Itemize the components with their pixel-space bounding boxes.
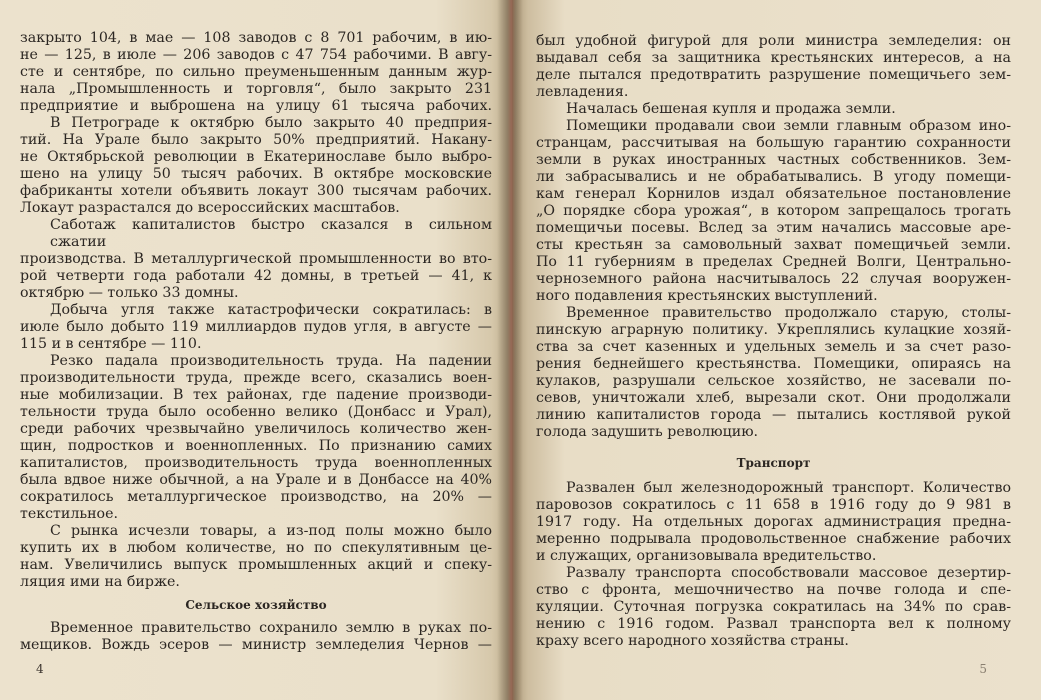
text-line: В Петрограде к октябрю было закрыто 40 предприя-	[50, 115, 492, 131]
text-line: Локаут разрастался до всероссийских масштабов.	[20, 200, 400, 216]
text-line: была вдвое ниже обычной, а на Урале и в Донбассе на 40%	[20, 472, 492, 488]
text-line: производства. В металлургической промышленности во вто-	[20, 251, 492, 267]
right-page	[512, 0, 1041, 700]
book-gutter	[497, 0, 523, 700]
text-line: щин, подростков и военнопленных. По признанию самих	[20, 438, 492, 454]
text-line: 115 и в сентябре — 110.	[20, 336, 202, 352]
text-line: ли забрасывались и не обрабатывались. В угоду помещи-	[536, 169, 1011, 185]
text-line: сты крестьян за самовольный захват помещичьей земли.	[536, 237, 1011, 253]
text-line: среди рабочих чрезвычайно увеличилось количество жен-	[20, 421, 492, 437]
text-line: не Октябрьской революции в Екатеринославе было выбро-	[20, 149, 492, 165]
page-number: 5	[979, 662, 987, 676]
text-line: ные мобилизации. В тех районах, где падение производи-	[20, 387, 492, 403]
text-line: кулаков, разрушали сельское хозяйство, не засевали по-	[536, 373, 1011, 389]
text-line: линию капиталистов города — пытались костлявой рукой	[536, 407, 1011, 423]
text-line: Развалу транспорта способствовали массовое дезертир-	[566, 565, 1011, 581]
text-line: ство с фронта, мешочничество на почве голода и спе-	[536, 582, 1011, 598]
section-heading: Транспорт	[736, 456, 811, 470]
text-line: нала „Промышленность и торговля“, было закрыто 231	[20, 81, 492, 97]
text-line: левладения.	[536, 84, 629, 100]
text-line: нам. Увеличились выпуск промышленных акций и спеку-	[20, 557, 492, 573]
text-line: нению с 1916 годом. Развал транспорта вел к полному	[536, 616, 1011, 632]
text-line: Резко падала производительность труда. На падении	[50, 353, 492, 369]
text-line: сократилось металлургическое производство, на 20% —	[20, 489, 492, 505]
text-line: ного подавления крестьянских выступлений.	[536, 288, 878, 304]
text-line: октябрю — только 33 домны.	[20, 285, 239, 301]
text-line: Временное правительство сохранило землю в руках по-	[50, 620, 492, 636]
text-line: Началась бешеная купля и продажа земли.	[566, 101, 896, 117]
left-page	[0, 0, 512, 700]
text-line: шено на улицу 50 тысяч рабочих. В октябре московские	[20, 166, 492, 182]
text-line: По 11 губерниям в пределах Средней Волги, Центрально-	[536, 254, 1011, 270]
text-line: закрыто 104, в мае — 108 заводов с 8 701 рабочим, в ию-	[20, 30, 492, 46]
text-line: деле пытался предотвратить разрушение помещичьего зем-	[536, 67, 1011, 83]
text-line: краху всего народного хозяйства страны.	[536, 633, 849, 649]
text-line: Саботаж капиталистов быстро сказался в сильном сжатии	[50, 217, 492, 250]
left-page-text	[20, 30, 492, 654]
text-line: кам генерал Корнилов издал обязательное постановление	[536, 186, 1011, 202]
text-line: предприятие и выброшена на улицу 61 тысяча рабочих.	[20, 98, 492, 114]
text-line: голода задушить революцию.	[536, 424, 759, 440]
right-page-text	[536, 33, 1011, 650]
text-line: странцам, рассчитывая на большую гарантию сохранности	[536, 135, 1011, 151]
text-line: „О порядке сбора урожая“, в котором запрещалось трогать	[536, 203, 1011, 219]
text-line: рения беднейшего крестьянства. Помещики, опираясь на	[536, 356, 1011, 372]
text-line: тий. На Урале было закрыто 50% предприятий. Накану-	[20, 132, 492, 148]
text-line: купить их в любом количестве, но по спекулятивным це-	[20, 540, 492, 556]
text-line: июле было добыто 119 миллиардов пудов угля, в августе —	[20, 319, 492, 335]
text-line: сте и сентябре, по сильно преуменьшенным данным жур-	[20, 64, 492, 80]
text-line: производительности труда, прежде всего, сказались воен-	[20, 370, 492, 386]
text-line: паровозов сократилось с 11 658 в 1916 году до 9 981 в	[536, 497, 1011, 513]
section-heading: Сельское хозяйство	[185, 598, 327, 612]
text-line: Помещики продавали свои земли главным образом ино-	[566, 118, 1011, 134]
text-line: пинскую аграрную политику. Укреплялись кулацкие хозяй-	[536, 322, 1011, 338]
text-line: фабриканты хотели объявить локаут 300 тысячам рабочих.	[20, 183, 492, 199]
text-line: не — 125, в июле — 206 заводов с 47 754 рабочими. В авгу-	[20, 47, 492, 63]
text-line: земли в руках иностранных частных собственников. Зем-	[536, 152, 1011, 168]
text-line: рой четверти года работали 42 домны, в третьей — 41, к	[20, 268, 492, 284]
text-line: меренно подрывала продовольственное снабжение рабочих	[536, 531, 1011, 547]
text-line: мещиков. Вождь эсеров — министр земледелия Чернов —	[20, 637, 492, 653]
text-line: Временное правительство продолжало старую, столы-	[566, 305, 1011, 321]
text-line: 1917 году. На отдельных дорогах администрация предна-	[536, 514, 1011, 530]
text-line: помещичьи посевы. Вслед за этим начались массовые аре-	[536, 220, 1011, 236]
text-line: Развален был железнодорожный транспорт. Количество	[566, 480, 1011, 496]
text-line: капиталистов, производительность труда военнопленных	[20, 455, 492, 471]
text-line: текстильное.	[20, 506, 119, 522]
text-line: выдавал себя за защитника крестьянских интересов, а на	[536, 50, 1011, 66]
text-line: черноземного района насчитывалось 22 случая вооружен-	[536, 271, 1011, 287]
text-line: и служащих, организовывала вредительство.	[536, 548, 877, 564]
page-number: 4	[36, 662, 44, 676]
text-line: ляция ими на бирже.	[20, 574, 180, 590]
text-line: С рынка исчезли товары, а из-под полы можно было	[50, 523, 492, 539]
text-line: куляции. Суточная погрузка сократилась на 34% по срав-	[536, 599, 1011, 615]
text-line: тельности труда было особенно велико (Донбасс и Урал),	[20, 404, 492, 420]
text-line: был удобной фигурой для роли министра земледелия: он	[536, 33, 1011, 49]
text-line: севов, уничтожали хлеб, вырезали скот. Они продолжали	[536, 390, 1011, 406]
text-line: ства за счет казенных и удельных земель и за счет разо-	[536, 339, 1011, 355]
text-line: Добыча угля также катастрофически сократилась: в	[50, 302, 492, 318]
